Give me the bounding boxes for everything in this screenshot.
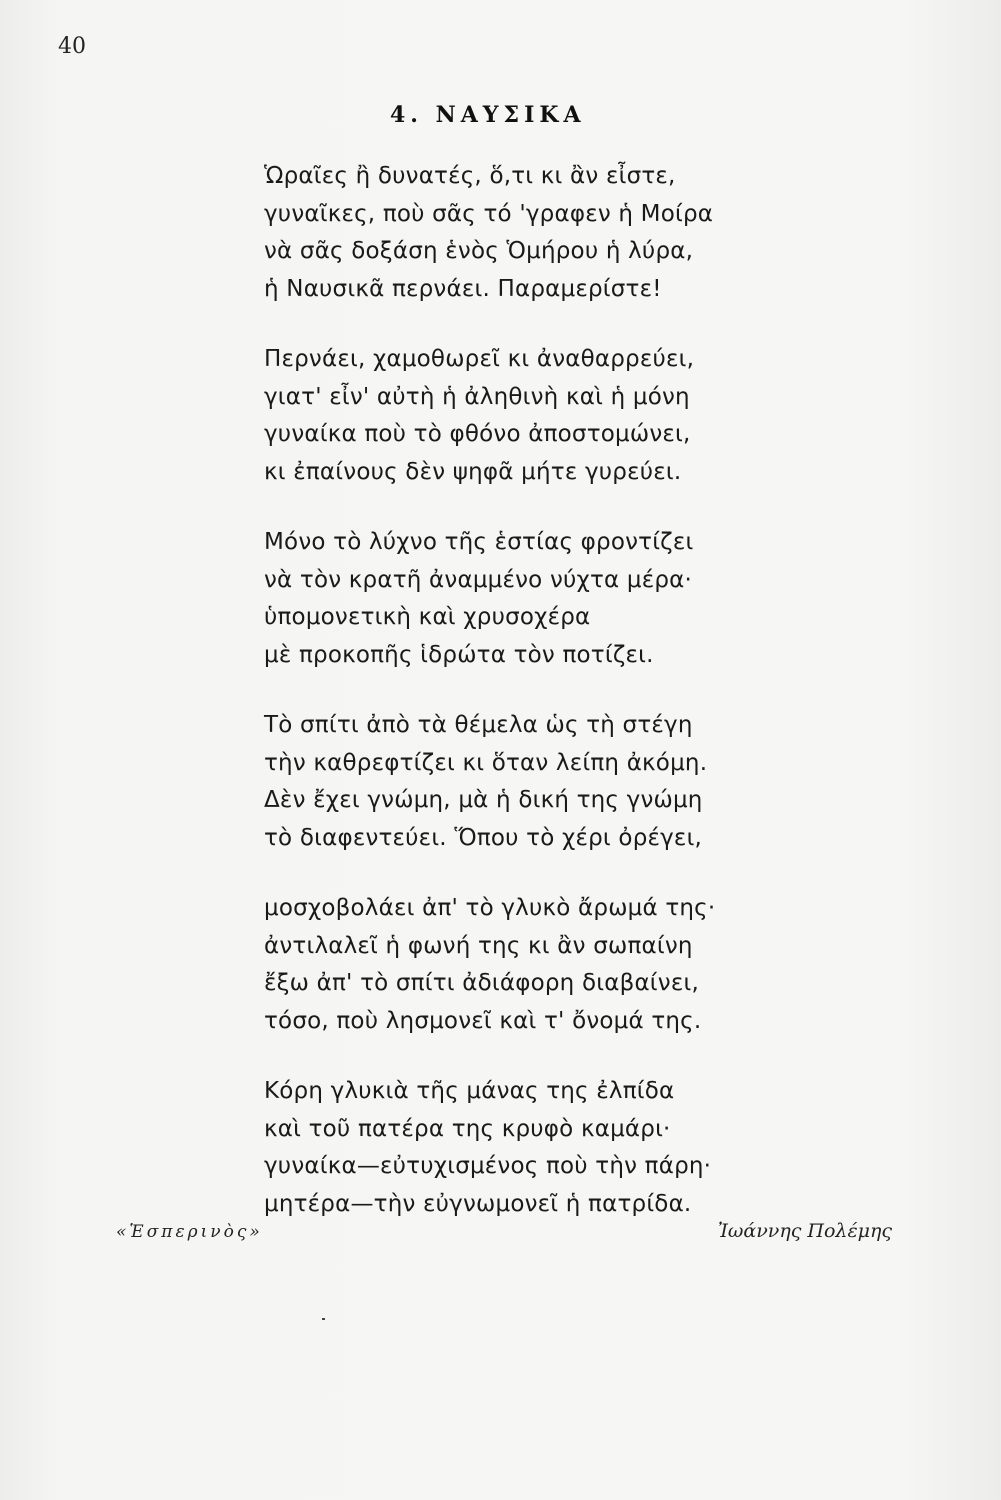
poem-line: νὰ σᾶς δοξάση ἑνὸς Ὁμήρου ἡ λύρα, bbox=[264, 238, 694, 264]
stanza-2 bbox=[264, 341, 784, 491]
poem-line: Δὲν ἔχει γνώμη, μὰ ἡ δική της γνώμη bbox=[264, 787, 703, 813]
poem-line: μὲ προκοπῆς ἱδρώτα τὸν ποτίζει. bbox=[264, 641, 654, 668]
stanza-6 bbox=[264, 1073, 784, 1223]
poem-line: ἡ Ναυσικᾶ περνάει. Παραμερίστε! bbox=[264, 275, 662, 302]
poem-line: γιατ' εἶν' αὐτὴ ἡ ἀληθινὴ καὶ ἡ μόνη bbox=[264, 383, 690, 410]
source-attribution: «Ἑσπερινὸς» bbox=[116, 1222, 263, 1242]
poem-line: Ὡραῖες ἢ δυνατές, ὅ,τι κι ἂν εἶστε, bbox=[264, 163, 676, 189]
poem-line: ἀντιλαλεῖ ἡ φωνή της κι ἂν σωπαίνη bbox=[264, 932, 693, 959]
stanza-5 bbox=[264, 890, 784, 1040]
poem-line: κι ἐπαίνους δὲν ψηφᾶ μήτε γυρεύει. bbox=[264, 458, 682, 485]
poem-line: μητέρα—τὴν εὐγνωμονεῖ ἡ πατρίδα. bbox=[264, 1190, 692, 1217]
poem-line: μοσχοβολάει ἀπ' τὸ γλυκὸ ἄρωμά της· bbox=[264, 895, 716, 921]
poem-line: Τὸ σπίτι ἀπὸ τὰ θέμελα ὡς τὴ στέγη bbox=[264, 712, 693, 738]
poem-line: τὸ διαφεντεύει. Ὅπου τὸ χέρι ὀρέγει, bbox=[264, 824, 703, 851]
poem-line: γυναῖκες, ποὺ σᾶς τό 'γραφεν ἡ Μοίρα bbox=[264, 200, 714, 227]
stanza-3 bbox=[264, 524, 784, 674]
poem-line: ἔξω ἀπ' τὸ σπίτι ἀδιάφορη διαβαίνει, bbox=[264, 970, 699, 996]
poem-line: τὴν καθρεφτίζει κι ὅταν λείπη ἀκόμη. bbox=[264, 749, 708, 776]
poem-body bbox=[264, 158, 784, 1256]
poem-title: 4. ΝΑΥΣΙΚΑ bbox=[390, 102, 586, 128]
stanza-1 bbox=[264, 158, 784, 308]
poem-line: Μόνο τὸ λύχνο τῆς ἑστίας φροντίζει bbox=[264, 529, 694, 555]
poem-line: Κόρη γλυκιὰ τῆς μάνας της ἐλπίδα bbox=[264, 1078, 675, 1104]
stanza-4 bbox=[264, 707, 784, 857]
poem-line: γυναίκα ποὺ τὸ φθόνο ἀποστομώνει, bbox=[264, 421, 691, 447]
author-name: Ἰωάννης Πολέμης bbox=[718, 1220, 893, 1242]
poem-line: νὰ τὸν κρατῆ ἀναμμένο νύχτα μέρα· bbox=[264, 566, 693, 593]
poem-line: καὶ τοῦ πατέρα της κρυφὸ καμάρι· bbox=[264, 1115, 671, 1142]
poem-line: τόσο, ποὺ λησμονεῖ καὶ τ' ὄνομά της. bbox=[264, 1007, 702, 1034]
page-number: 40 bbox=[58, 34, 86, 59]
ink-speck bbox=[322, 1318, 325, 1320]
poem-line: Περνάει, χαμοθωρεῖ κι ἀναθαρρεύει, bbox=[264, 346, 695, 372]
poem-line: ὑπομονετικὴ καὶ χρυσοχέρα bbox=[264, 604, 591, 630]
poem-line: γυναίκα—εὐτυχισμένος ποὺ τὴν πάρη· bbox=[264, 1153, 712, 1179]
